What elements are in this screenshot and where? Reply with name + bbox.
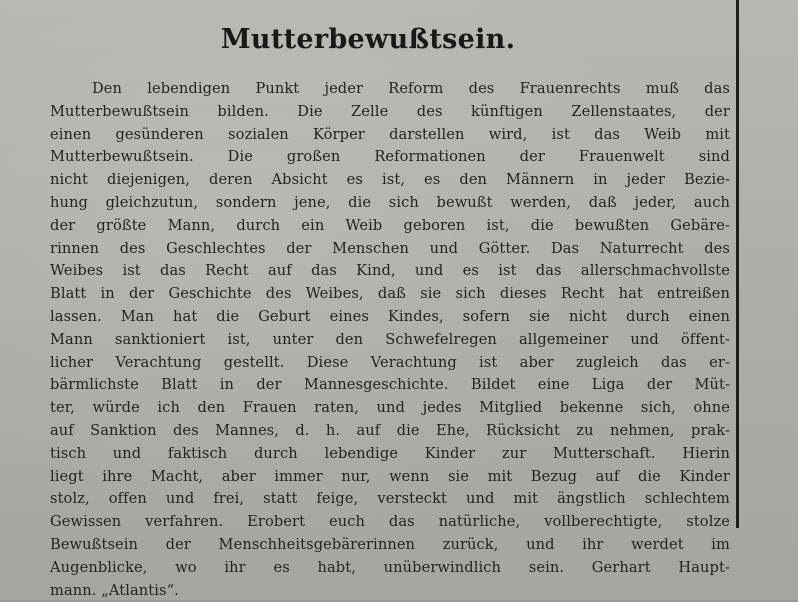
text-line: hung gleichzutun, sondern jene, die sich bewußt werden, daß jeder, auch: [50, 193, 730, 211]
text-line: einen gesünderen sozialen Körper darstellen wird, ist das Weib mit: [50, 125, 730, 143]
text-line: Mutterbewußtsein. Die großen Reformationen der Frauenwelt sind: [50, 148, 730, 166]
text-line: licher Verachtung gestellt. Diese Verachtung ist aber zugleich das er-: [50, 353, 730, 371]
text-line: rinnen des Geschlechtes der Menschen und Götter. Das Naturrecht des: [50, 239, 730, 257]
text-line: liegt ihre Macht, aber immer nur, wenn sie mit Bezug auf die Kinder: [50, 467, 730, 485]
text-line: mann. „Atlantis“.: [50, 581, 179, 599]
text-line: nicht diejenigen, deren Absicht es ist, es den Männern in jeder Bezie-: [50, 171, 730, 189]
text-line: tisch und faktisch durch lebendige Kinder zur Mutterschaft. Hierin: [50, 444, 730, 462]
text-line: Blatt in der Geschichte des Weibes, daß sie sich dieses Recht hat entreißen: [50, 285, 730, 303]
column-rule: [736, 0, 739, 528]
text-line: Augenblicke, wo ihr es habt, unüberwindlich sein. Gerhart Haupt-: [50, 558, 730, 576]
text-line: ter, würde ich den Frauen raten, und jedes Mitglied bekenne sich, ohne: [50, 399, 730, 417]
article-title: Mutterbewußtsein.: [220, 24, 516, 55]
text-line: bärmlichste Blatt in der Mannesgeschichte. Bildet eine Liga der Müt-: [50, 376, 730, 394]
text-line: Mutterbewußtsein bilden. Die Zelle des künftigen Zellenstaates, der: [50, 102, 730, 120]
text-line: stolz, offen und frei, statt feige, versteckt und mit ängstlich schlechtem: [50, 490, 730, 508]
text-line: der größte Mann, durch ein Weib geboren ist, die bewußten Gebäre-: [50, 216, 730, 234]
text-line: lassen. Man hat die Geburt eines Kindes, sofern sie nicht durch einen: [50, 307, 730, 325]
text-line: Mann sanktioniert ist, unter den Schwefelregen allgemeiner und öffent-: [50, 330, 730, 348]
text-line: Bewußtsein der Menschheitsgebärerinnen zurück, und ihr werdet im: [50, 535, 730, 553]
text-line: auf Sanktion des Mannes, d. h. auf die Ehe, Rücksicht zu nehmen, prak-: [50, 421, 730, 439]
text-line: Weibes ist das Recht auf das Kind, und es ist das allerschmachvollste: [50, 262, 730, 280]
text-line: Gewissen verfahren. Erobert euch das natürliche, vollberechtigte, stolze: [50, 513, 730, 531]
text-line: Den lebendigen Punkt jeder Reform des Frauenrechts muß das: [92, 80, 730, 97]
article-body: [50, 78, 730, 602]
